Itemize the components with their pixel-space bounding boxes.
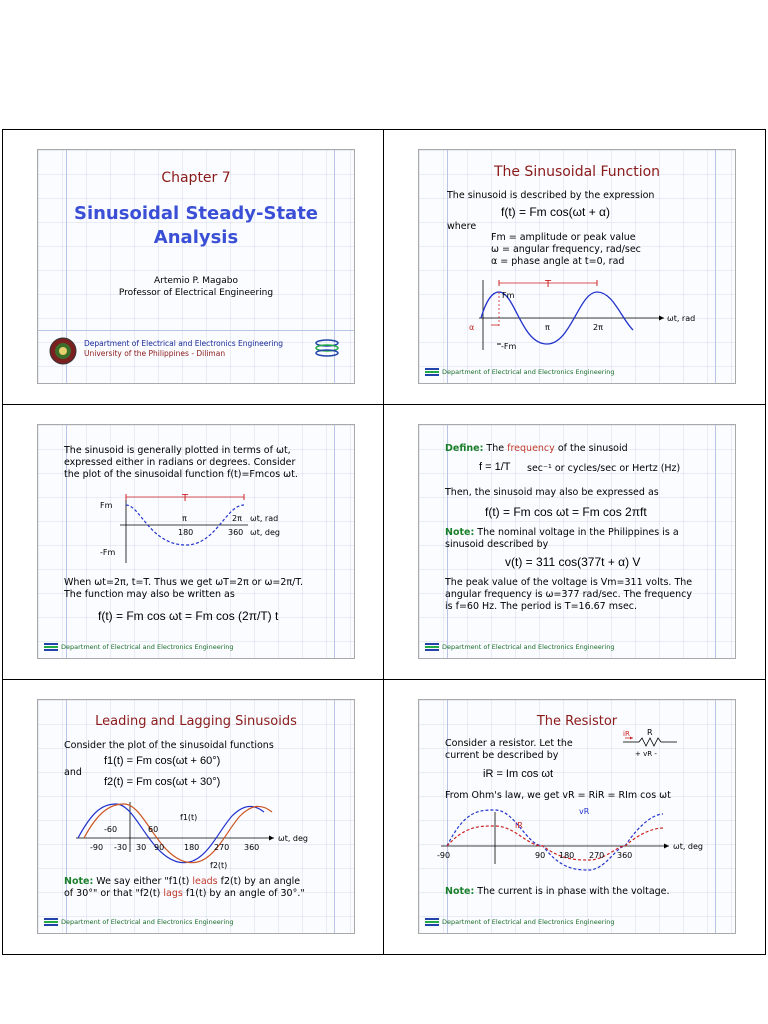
- tick-neg90: -90: [90, 843, 104, 852]
- f2-expression: f2(t) = Fm cos(ωt + 30°): [104, 776, 221, 788]
- dept-logo-icon: [425, 367, 439, 377]
- tick-30: 30: [136, 843, 147, 852]
- definition-amplitude: Fm = amplitude or peak value: [491, 232, 636, 243]
- neg-amplitude-label: -Fm: [100, 548, 116, 557]
- tick-360: 360: [244, 843, 260, 852]
- axis-label: ωt, deg: [673, 842, 703, 851]
- footer-text: Department of Electrical and Electronics Engineering: [442, 368, 615, 376]
- sinusoid-plot: [419, 270, 719, 350]
- footer-text: Department of Electrical and Electronics Engineering: [442, 918, 615, 926]
- resistor-label: R: [647, 728, 653, 737]
- note-line-2: sinusoid described by: [445, 539, 549, 550]
- note-line-1: [445, 527, 679, 539]
- chapter-label: Chapter 7: [161, 170, 231, 186]
- pi-label: π: [182, 514, 187, 523]
- slide-title-line2: Analysis: [153, 227, 239, 248]
- dept-logo-icon: [425, 917, 439, 927]
- tick-neg60: -60: [104, 825, 118, 834]
- sinusoid-expression: f(t) = Fm cos ωt = Fm cos 2πft: [485, 505, 647, 519]
- slide-grid: [2, 129, 766, 955]
- slide-cell-5: [2, 679, 384, 955]
- dept-logo-icon: [44, 917, 58, 927]
- text-line-5: The function may also be written as: [64, 589, 235, 600]
- slide-footer: [425, 917, 614, 927]
- axis-label: ωt, rad: [667, 314, 696, 323]
- author-name: Artemio P. Magabo: [153, 276, 239, 286]
- note-text-1: The nominal voltage in the Philippines is a: [477, 527, 679, 538]
- frequency-definition: f = 1/T: [479, 461, 511, 473]
- slide-footer: [425, 642, 614, 652]
- voltage-label: + vR -: [635, 750, 657, 758]
- resistor-circuit: [619, 728, 689, 768]
- slide-5: [37, 699, 355, 934]
- slide-cell-4: [383, 404, 766, 680]
- tick-270: 270: [589, 851, 605, 860]
- peak-line-1: The peak value of the voltage is Vm=311 volts. The: [445, 577, 693, 588]
- note-label: Note:: [445, 886, 475, 897]
- note-label: Note:: [445, 527, 475, 538]
- note-text-1b: f2(t) by an angle: [220, 876, 301, 887]
- definition-phase: α = phase angle at t=0, rad: [491, 256, 625, 267]
- note-line-1: [64, 876, 300, 888]
- lags-word: lags: [163, 888, 183, 899]
- text-line-3: the plot of the sinusoidal function f(t)=Fmcos ωt.: [64, 469, 298, 480]
- ohms-law-line: From Ohm's law, we get vR = RiR = RIm cos ωt: [445, 790, 671, 801]
- where-label: where: [447, 221, 477, 232]
- note-text: The current is in phase with the voltage.: [477, 886, 670, 897]
- tick-360: 360: [228, 528, 244, 537]
- slide-4: [418, 424, 736, 659]
- intro-line-1: Consider a resistor. Let the: [445, 738, 573, 749]
- slide-title-line1: Sinusoidal Steady-State: [73, 203, 319, 224]
- then-line: Then, the sinusoid may also be expressed as: [445, 487, 659, 498]
- two-pi-label: 2π: [232, 514, 242, 523]
- axis-label: ωt, deg: [278, 834, 308, 843]
- tick-180: 180: [178, 528, 194, 537]
- voltage-curve-label: vR: [579, 807, 590, 816]
- dept-name: Department of Electrical and Electronics Engineering: [84, 339, 283, 348]
- university-name: University of the Philippines - Diliman: [84, 349, 226, 358]
- definition-frequency: ω = angular frequency, rad/sec: [491, 244, 641, 255]
- footer-text: Department of Electrical and Electronics Engineering: [61, 918, 234, 926]
- peak-line-3: is f=60 Hz. The period is T=16.67 msec.: [445, 601, 638, 612]
- note-text-2a: of 30°" or that "f2(t): [64, 888, 161, 899]
- leading-lagging-plot: [38, 794, 348, 874]
- slide-footer: [44, 917, 233, 927]
- define-label: Define:: [445, 443, 484, 454]
- tick-90: 90: [154, 843, 165, 852]
- slide-3: [37, 424, 355, 659]
- voltage-expression: v(t) = 311 cos(377t + α) V: [505, 555, 641, 569]
- slide-2: [418, 149, 736, 384]
- define-line: [445, 443, 628, 455]
- current-expression: iR = Im cos ωt: [483, 768, 554, 780]
- alpha-label: α: [469, 323, 475, 332]
- leads-word: leads: [192, 876, 218, 887]
- slide-footer: [44, 642, 233, 652]
- footer-text: Department of Electrical and Electronics Engineering: [61, 643, 234, 651]
- period-label: T: [545, 279, 552, 290]
- current-curve-label: iR: [515, 821, 523, 830]
- pi-label: π: [545, 323, 550, 332]
- dept-logo-icon: [44, 642, 58, 652]
- text-line-4: When ωt=2π, t=T. Thus we get ωT=2π or ω=2π/T.: [64, 577, 304, 588]
- axis-label-rad: ωt, rad: [250, 514, 279, 523]
- period-label: T: [182, 493, 189, 504]
- tick-180: 180: [559, 851, 575, 860]
- slide-title: The Resistor: [536, 714, 618, 729]
- slide-cell-3: [2, 404, 384, 680]
- slide-6: [418, 699, 736, 934]
- amplitude-label: Fm: [100, 501, 113, 510]
- note-line-2: [64, 888, 305, 900]
- slide-cell-1: [2, 129, 384, 405]
- slide-cell-6: [383, 679, 766, 955]
- sinusoid-plot-degrees: [38, 485, 338, 565]
- tick-pos60: 60: [148, 825, 159, 834]
- voltage-current-plot: [419, 804, 729, 874]
- tick-360: 360: [617, 851, 633, 860]
- frequency-units: sec⁻¹ or cycles/sec or Hertz (Hz): [527, 463, 681, 474]
- dept-logo-icon: [314, 337, 340, 359]
- peak-line-2: angular frequency is ω=377 rad/sec. The frequency: [445, 589, 692, 600]
- note-line: [445, 886, 670, 898]
- define-text-1: The: [486, 443, 505, 454]
- slide-footer: [425, 367, 614, 377]
- f1-label: f1(t): [180, 813, 198, 822]
- university-seal-icon: [48, 336, 78, 366]
- f1-expression: f1(t) = Fm cos(ωt + 60°): [104, 755, 221, 767]
- author-position: Professor of Electrical Engineering: [118, 288, 274, 298]
- define-text-2: of the sinusoid: [557, 443, 628, 454]
- intro-text: Consider the plot of the sinusoidal functions: [64, 740, 274, 751]
- slide-title: Leading and Lagging Sinusoids: [95, 714, 297, 729]
- f2-label: f2(t): [210, 861, 228, 870]
- note-text-1a: We say either "f1(t): [96, 876, 190, 887]
- text-line-1: The sinusoid is generally plotted in terms of ωt,: [64, 445, 291, 456]
- slide-1: [37, 149, 355, 384]
- intro-text: The sinusoid is described by the expression: [447, 190, 655, 201]
- tick-270: 270: [214, 843, 230, 852]
- text-line-2: expressed either in radians or degrees. Consider: [64, 457, 296, 468]
- and-label: and: [64, 767, 82, 778]
- tick-neg30: -30: [114, 843, 128, 852]
- tick-180: 180: [184, 843, 200, 852]
- note-label: Note:: [64, 876, 94, 887]
- note-text-2b: f1(t) by an angle of 30°.": [185, 888, 305, 899]
- two-pi-label: 2π: [593, 323, 603, 332]
- tick-neg90: -90: [437, 851, 451, 860]
- axis-label-deg: ωt, deg: [250, 528, 280, 537]
- neg-amplitude-label: -Fm: [501, 342, 517, 351]
- slide-cell-2: [383, 129, 766, 405]
- dept-logo-icon: [425, 642, 439, 652]
- frequency-word: frequency: [507, 443, 555, 454]
- slide-title: The Sinusoidal Function: [493, 164, 661, 180]
- sinusoid-expression: f(t) = Fm cos(ωt + α): [501, 205, 610, 219]
- amplitude-label: Fm: [502, 291, 515, 300]
- intro-line-2: current be described by: [445, 750, 559, 761]
- frequency-expression: f(t) = Fm cos ωt = Fm cos (2π/T) t: [98, 609, 279, 623]
- tick-90: 90: [535, 851, 546, 860]
- footer-text: Department of Electrical and Electronics Engineering: [442, 643, 615, 651]
- current-label: iR: [623, 730, 630, 738]
